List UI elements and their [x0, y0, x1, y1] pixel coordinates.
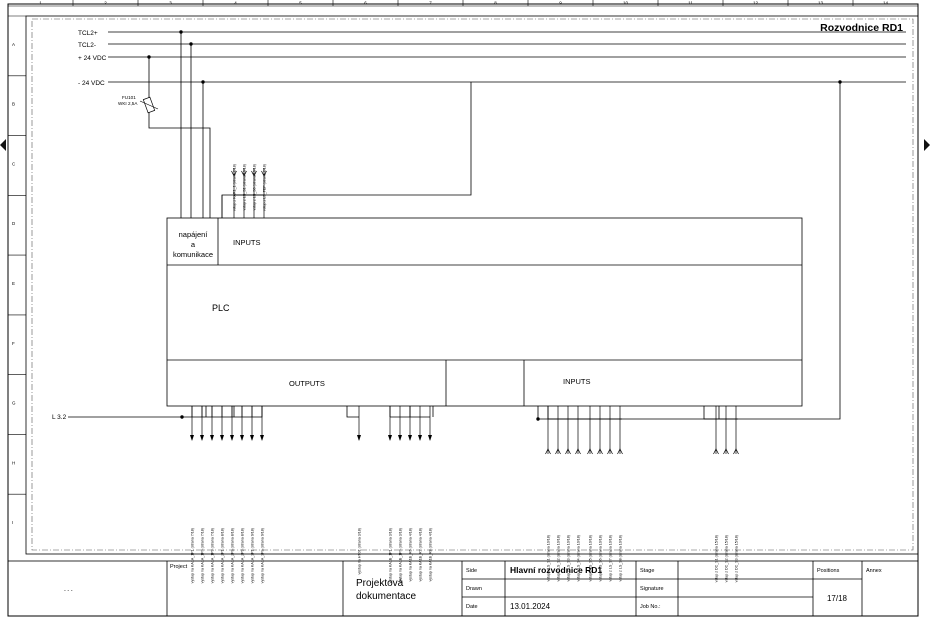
- input-wire: [598, 406, 603, 582]
- row-marker: A: [12, 41, 16, 47]
- output-label: výstup na KA1A_1P3 (strana 7/18): [210, 528, 215, 584]
- row-marker: D: [12, 221, 16, 227]
- fuse-fu101: [118, 95, 158, 113]
- top-input-wire: [252, 164, 257, 218]
- project-label: Project: [170, 564, 188, 570]
- input-label: vstup z LS_S6 (strana 10/18): [598, 535, 603, 582]
- output-wire: [220, 406, 224, 583]
- input-wire: [576, 406, 581, 582]
- output-wire: [260, 406, 264, 583]
- output-wire: [398, 406, 402, 583]
- row-marker: B: [12, 101, 16, 107]
- output-label: výstup na KA1A_2Pa (strana 8/18): [230, 528, 235, 584]
- bottom-busbars: [182, 406, 738, 419]
- input-label: vstup z LS_S3 (strana 10/18): [566, 535, 571, 582]
- output-wire: [357, 406, 361, 575]
- sheet-title: Rozvodnice RD1: [820, 22, 903, 34]
- column-marker: 11: [688, 0, 693, 6]
- input-wire: [724, 406, 729, 582]
- drawn-label: Drawn: [466, 586, 482, 592]
- column-marker: 5: [299, 0, 302, 6]
- column-marker: 1: [39, 0, 42, 6]
- output-wire: [240, 406, 244, 583]
- column-marker: 7: [429, 0, 432, 6]
- top-input-label: vstup z LS_S1 (strana 10/18): [242, 164, 247, 211]
- input-wire: [714, 406, 719, 582]
- supply-drops: [149, 32, 840, 419]
- output-label: výstup na HT01 (strana 3/18): [357, 528, 362, 575]
- output-wire: [210, 406, 214, 583]
- top-input-label: vstup z LS_TEP (strana 2/18): [262, 164, 267, 212]
- input-label: vstup z LS_S7 (strana 10/18): [608, 535, 613, 582]
- input-label: vstup z LS_S1 (strana 10/18): [546, 535, 551, 582]
- row-marker: E: [12, 281, 16, 286]
- outer-frame: [8, 4, 918, 616]
- stage-label: Stage: [640, 568, 655, 574]
- output-wire: [418, 406, 422, 582]
- input-wire: [734, 406, 739, 582]
- output-wire: [200, 406, 204, 583]
- output-label: výstup na KA1A_3P1 (strana 9/18): [250, 528, 255, 584]
- output-wire: [190, 406, 194, 583]
- column-marker: 9: [559, 0, 562, 6]
- output-wire: [408, 406, 412, 582]
- plc-power-label-1: napájení: [178, 230, 208, 239]
- input-wire: [608, 406, 613, 582]
- output-label: výstup na KA1B_R7 (strana 4/18): [418, 528, 423, 582]
- plc-outputs-label: OUTPUTS: [289, 379, 325, 388]
- output-label: výstup na KA1B_R6 (strana 4/18): [408, 528, 413, 582]
- column-marker: 10: [622, 0, 629, 6]
- signature-label: Signature: [640, 586, 664, 592]
- output-wire: [388, 406, 392, 583]
- input-wire: [566, 406, 571, 582]
- input-label: vstup z DC_S2 (strana 15/18): [724, 535, 729, 583]
- label-tcl-minus: TCL2-: [78, 42, 97, 49]
- row-marker: F: [12, 340, 15, 346]
- row-marker: H: [12, 460, 16, 466]
- column-marker: 13: [817, 0, 824, 6]
- output-wire: [230, 406, 234, 583]
- next-page-arrow-icon[interactable]: [924, 139, 930, 151]
- side-value: Hlavní rozvodnice RD1: [510, 565, 603, 575]
- column-marker: 2: [104, 0, 107, 6]
- page-number: 17/18: [826, 594, 848, 603]
- side-label: Side: [466, 568, 478, 574]
- label-tcl-plus: TCL2+: [78, 30, 98, 37]
- top-input-label: vstup z LS_S6 (strana 10/18): [252, 164, 257, 211]
- company-name: - - -: [64, 588, 73, 594]
- title-block: [8, 561, 918, 616]
- output-label: výstup na KA1B_1Pa (strana 3/18): [398, 528, 403, 584]
- jobno-label: Job No.:: [640, 604, 661, 610]
- input-label: vstup z LS_S2 (strana 10/18): [556, 535, 561, 582]
- row-markers: [8, 16, 26, 525]
- top-input-wire: [232, 164, 237, 218]
- plc-block: [167, 218, 802, 406]
- previous-page-arrow-icon[interactable]: [0, 139, 6, 151]
- top-input-wire: [262, 164, 267, 218]
- project-name-line-1: Projektová: [356, 578, 404, 589]
- row-marker: G: [12, 400, 16, 406]
- supply-buses: [68, 32, 906, 417]
- output-label: výstup na KA1A_2P3 (strana 8/18): [240, 528, 245, 584]
- column-marker: 3: [169, 0, 172, 6]
- column-marker: 8: [494, 0, 497, 6]
- output-wire: [428, 406, 432, 582]
- input-wire: [546, 406, 551, 582]
- input-wire: [618, 406, 623, 582]
- fuse-rating: WKI 2,5A: [118, 101, 138, 106]
- label-plus-24vdc: + 24 VDC: [78, 55, 107, 62]
- output-label: výstup na KA1B_R8 (strana 4/18): [428, 528, 433, 582]
- date-label: Date: [466, 604, 478, 610]
- top-input-label: vstup z KAR1_1 (strana 2/18): [232, 164, 237, 212]
- input-label: vstup z LS_S8 (strana 10/18): [618, 535, 623, 582]
- input-label: vstup z LS_S4 (strana 10/18): [576, 535, 581, 582]
- column-marker: 14: [882, 0, 889, 6]
- plc-inputs-top-label: INPUTS: [233, 238, 261, 247]
- input-wires: [546, 406, 739, 582]
- top-input-wire: [242, 164, 247, 218]
- output-label: výstup na KA1A_2P1 (strana 8/18): [220, 528, 225, 584]
- output-wire: [250, 406, 254, 583]
- column-marker: 6: [364, 0, 367, 6]
- input-wire: [556, 406, 561, 582]
- input-label: vstup z DC_S3 (strana 15/18): [734, 535, 739, 583]
- output-wires: [190, 406, 432, 583]
- plc-inputs-bottom-label: INPUTS: [563, 377, 591, 386]
- top-input-wires: [222, 164, 267, 218]
- project-name-line-2: dokumentace: [356, 591, 417, 602]
- inner-frame: [26, 16, 918, 554]
- plc-power-label-3: komunikace: [172, 250, 214, 259]
- junction-dots: [147, 30, 841, 420]
- output-label: výstup na KA1A_3Pa (strana 9/18): [260, 528, 265, 584]
- column-markers: [39, 0, 888, 6]
- output-label: výstup na KA1B_1P1 (strana 3/18): [388, 528, 393, 584]
- label-minus-24vdc: - 24 VDC: [78, 80, 105, 87]
- input-label: vstup z DC_S1 (strana 15/18): [714, 535, 719, 583]
- positions-label: Positions: [817, 568, 840, 574]
- input-label: vstup z LS_S5 (strana 10/18): [588, 535, 593, 582]
- row-marker: C: [12, 161, 16, 167]
- column-marker: 4: [234, 0, 237, 6]
- fuse-label: FU101: [122, 95, 136, 100]
- plc-power-label-2: a: [190, 240, 196, 249]
- output-label: výstup na KA1A_1Pa (strana 7/18): [200, 528, 205, 584]
- row-marker: I: [12, 520, 14, 526]
- dashed-border: [32, 19, 913, 550]
- column-marker: 12: [752, 0, 759, 6]
- label-l32: L 3.2: [52, 414, 67, 421]
- date-value: 13.01.2024: [510, 602, 551, 611]
- annex-label: Annex: [866, 568, 882, 574]
- plc-name: PLC: [212, 303, 230, 313]
- output-label: výstup na KA1A_1P1 (strana 7/18): [190, 528, 195, 584]
- input-wire: [588, 406, 593, 582]
